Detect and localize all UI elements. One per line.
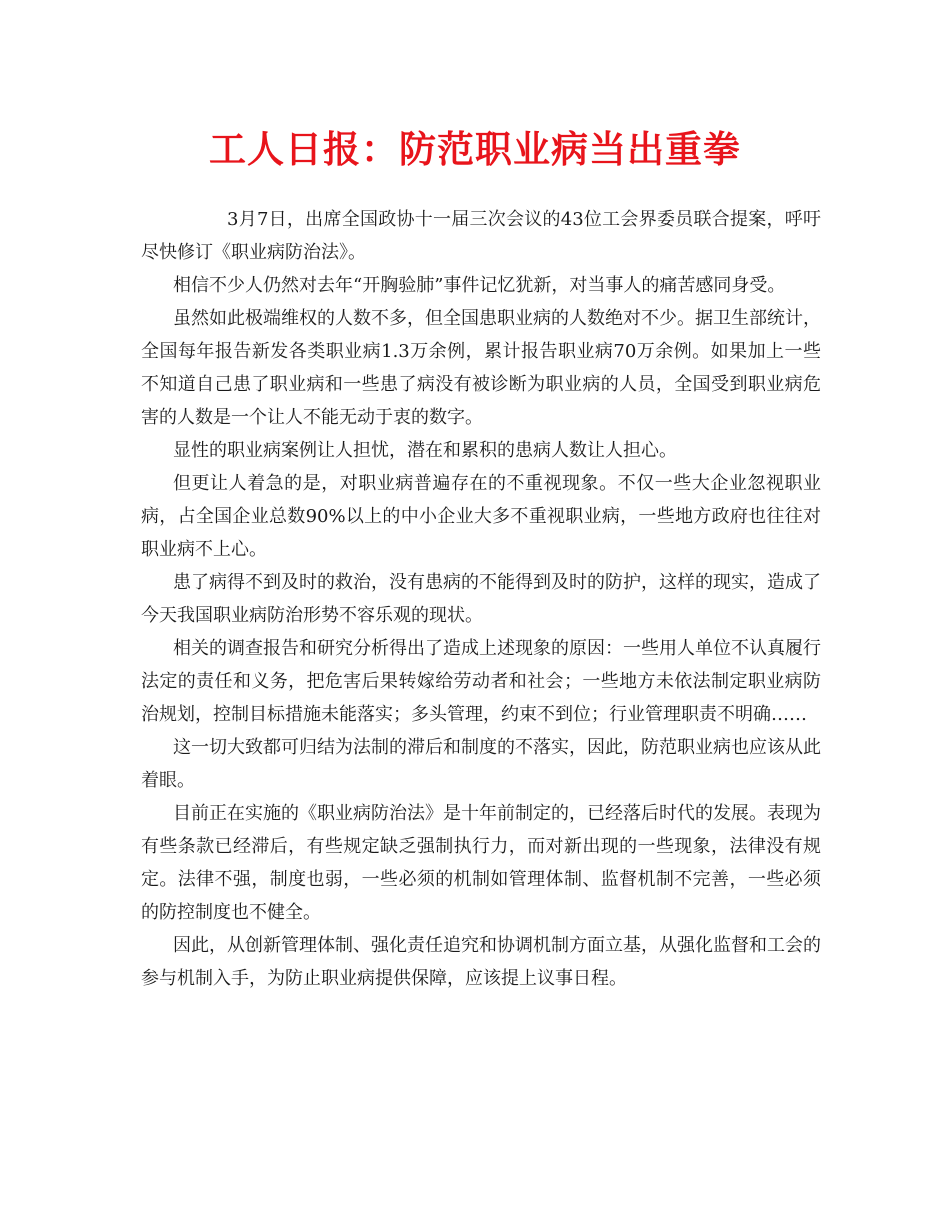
paragraph: 这一切大致都可归结为法制的滞后和制度的不落实，因此，防范职业病也应该从此着眼。 [141,737,821,791]
paragraph: 患了病得不到及时的救治，没有患病的不能得到及时的防护，这样的现实，造成了今天我国职业病防治形势不容乐观的现状。 [141,572,821,626]
paragraph: 因此，从创新管理体制、强化责任追究和协调机制方面立基，从强化监督和工会的参与机制入手，为防止职业病提供保障，应该提上议事日程。 [141,935,821,989]
paragraph: 但更让人着急的是，对职业病普遍存在的不重视现象。不仅一些大企业忽视职业病，占全国企业总数90%以上的中小企业大多不重视职业病，一些地方政府也往往对职业病不上心。 [141,473,821,560]
paragraph: 显性的职业病案例让人担忧，潜在和累积的患病人数让人担心。 [173,440,677,461]
document-body [141,203,821,995]
paragraph: 虽然如此极端维权的人数不多，但全国患职业病的人数绝对不少。据卫生部统计，全国每年报告新发各类职业病1.3万余例，累计报告职业病70万余例。如果加上一些不知道自己患了职业病和一些患了病没有被诊断为职业病的人员，全国受到职业病危害的人数是一个让人不能无动于衷的数字。 [141,308,821,428]
document-title: 工人日报：防范职业病当出重拳 [209,127,741,171]
paragraph: 相关的调查报告和研究分析得出了造成上述现象的原因：一些用人单位不认真履行法定的责任和义务，把危害后果转嫁给劳动者和社会；一些地方未依法制定职业病防治规划，控制目标措施未能落实；多头管理，约束不到位；行业管理职责不明确…… [141,638,821,725]
paragraph: 3月7日，出席全国政协十一届三次会议的43位工会界委员联合提案，呼吁尽快修订《职业病防治法》。 [141,209,821,263]
paragraph: 目前正在实施的《职业病防治法》是十年前制定的，已经落后时代的发展。表现为有些条款已经滞后，有些规定缺乏强制执行力，而对新出现的一些现象，法律没有规定。法律不强，制度也弱，一些必须的机制如管理体制、监督机制不完善，一些必须的防控制度也不健全。 [141,803,821,923]
paragraph: 相信不少人仍然对去年“开胸验肺”事件记忆犹新，对当事人的痛苦感同身受。 [173,275,786,296]
